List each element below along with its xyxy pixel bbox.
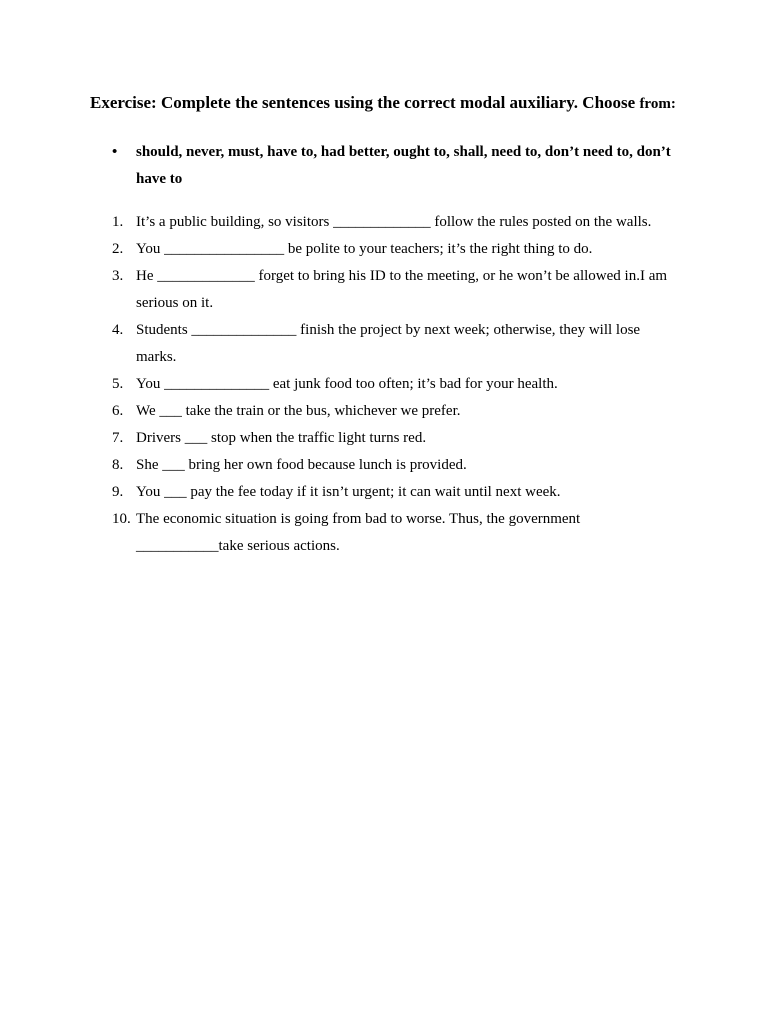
question-text: It’s a public building, so visitors _____________ follow the rules posted on the walls.	[136, 214, 652, 230]
question-list	[112, 209, 692, 560]
question-text: You ___ pay the fee today if it isn’t urgent; it can wait until next week.	[136, 484, 561, 500]
question-number: 3.	[112, 268, 124, 284]
bullet-icon: •	[112, 144, 118, 160]
question-item	[112, 371, 692, 398]
question-text: She ___ bring her own food because lunch is provided.	[136, 457, 467, 473]
question-item	[112, 317, 692, 371]
question-item	[112, 506, 692, 560]
question-number: 1.	[112, 214, 124, 230]
question-text: You ________________ be polite to your teachers; it’s the right thing to do.	[136, 241, 593, 257]
exercise-title-tail: from:	[639, 96, 676, 112]
question-item	[112, 479, 692, 506]
question-number: 4.	[112, 322, 124, 338]
question-number: 5.	[112, 376, 124, 392]
question-number: 10.	[112, 511, 131, 527]
question-text: He _____________ forget to bring his ID to the meeting, or he won’t be allowed in.I am serious on it.	[136, 268, 668, 311]
question-number: 8.	[112, 457, 124, 473]
question-text: We ___ take the train or the bus, whichever we prefer.	[136, 403, 461, 419]
question-item	[112, 425, 692, 452]
modal-options-list: should, never, must, have to, had better, ought to, shall, need to, don’t need to, don’t have to	[136, 144, 671, 187]
question-text: You ______________ eat junk food too often; it’s bad for your health.	[136, 376, 558, 392]
exercise-title	[90, 92, 690, 115]
question-item	[112, 452, 692, 479]
exercise-title-main: Exercise: Complete the sentences using the correct modal auxiliary. Choose	[90, 93, 636, 112]
question-item	[112, 209, 692, 236]
question-text: Drivers ___ stop when the traffic light turns red.	[136, 430, 427, 446]
question-number: 6.	[112, 403, 124, 419]
question-text: Students ______________ finish the project by next week; otherwise, they will lose marks.	[136, 322, 641, 365]
question-number: 7.	[112, 430, 124, 446]
question-item	[112, 398, 692, 425]
question-item	[112, 263, 692, 317]
question-text: The economic situation is going from bad to worse. Thus, the government ___________take serious actions.	[136, 511, 581, 554]
question-number: 9.	[112, 484, 124, 500]
question-item	[112, 236, 692, 263]
question-number: 2.	[112, 241, 124, 257]
